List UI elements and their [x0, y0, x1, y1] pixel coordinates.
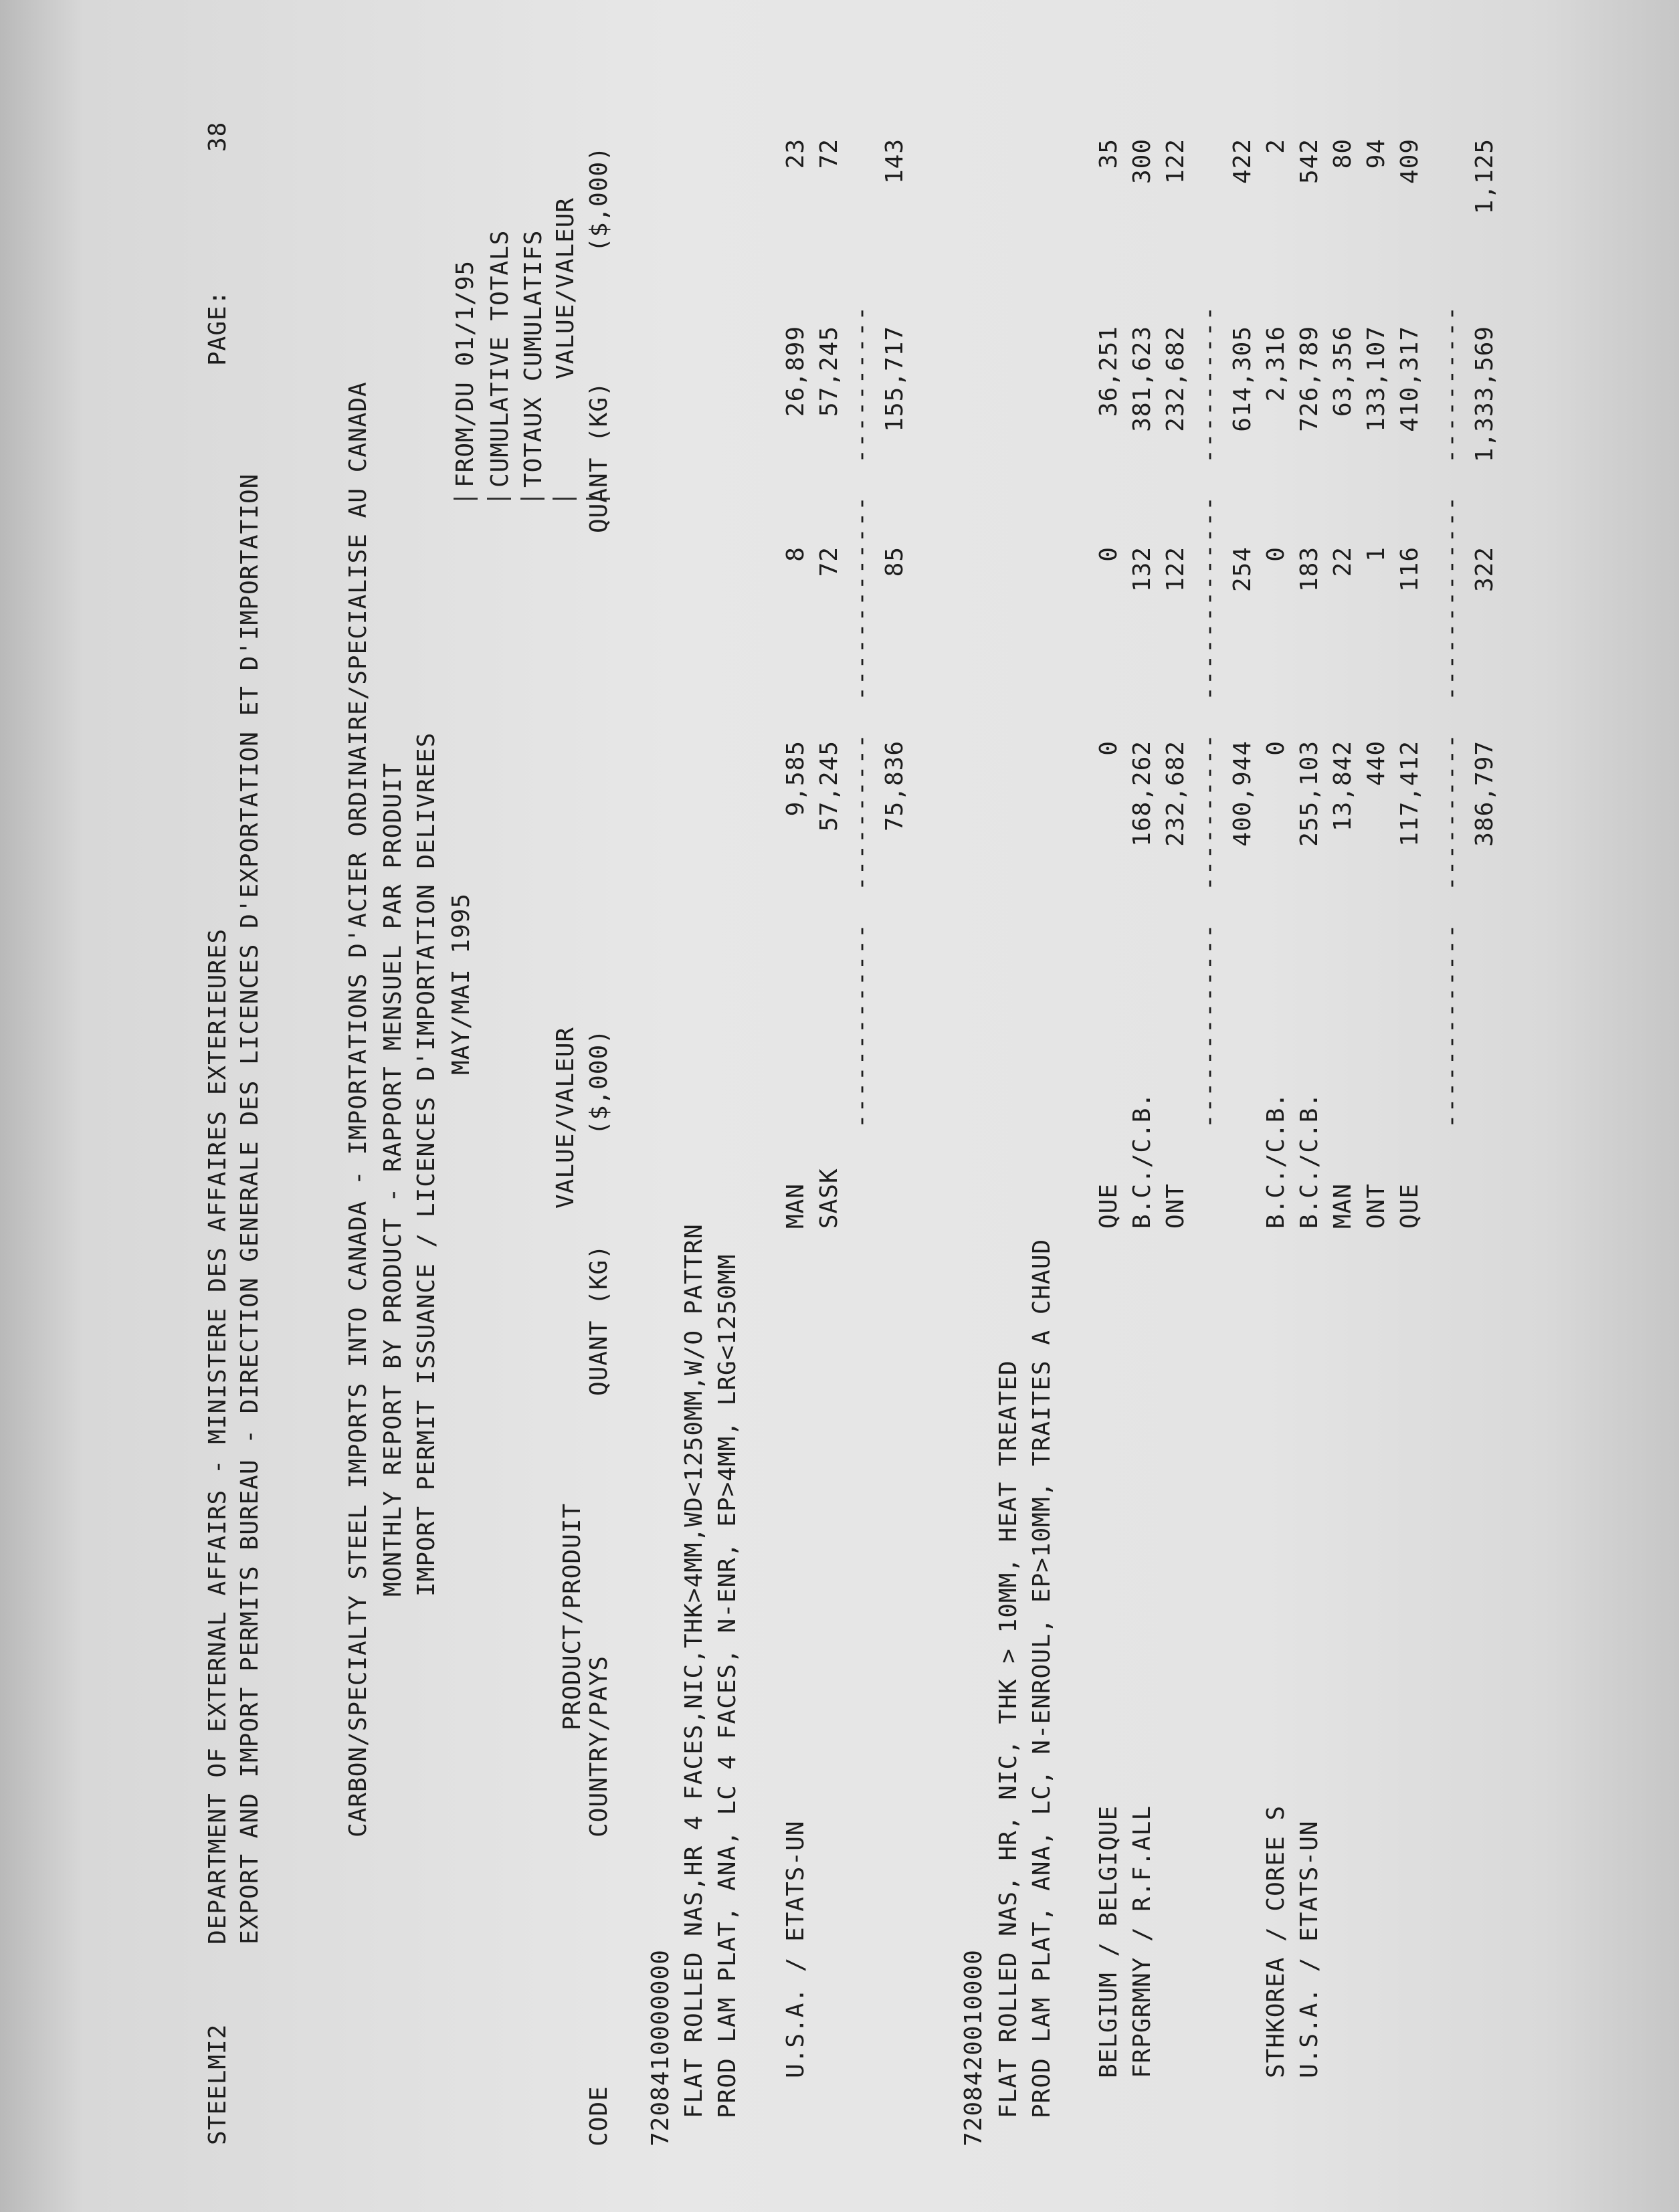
cumulative-from: FROM/DU 01/1/95 [452, 260, 479, 488]
province: B.C./C.B. [1296, 1092, 1323, 1229]
cum-quant: 381,623 [1128, 326, 1156, 432]
subtotal-cum-value: 422 [1229, 138, 1256, 185]
province: SASK [815, 1168, 843, 1229]
value: 183 [1296, 546, 1323, 593]
value: 1 [1363, 546, 1390, 562]
col-value-line2: ($,000) [585, 1029, 613, 1135]
product-code: 7208420010000 [960, 1949, 987, 2146]
cum-value: 2 [1262, 138, 1290, 154]
quant: 57,245 [815, 740, 843, 832]
subtotal-quant: 400,944 [1229, 740, 1256, 847]
province: ONT [1363, 1183, 1390, 1229]
quant: 232,682 [1162, 740, 1189, 847]
col-cum-value-line2: ($,000) [585, 146, 613, 252]
value: 132 [1128, 546, 1156, 593]
total-cum-quant: 155,717 [881, 326, 908, 432]
department-line-2: EXPORT AND IMPORT PERMITS BUREAU - DIRECTION GENERALE DES LICENCES D'EXPORTATION ET D'IMPORTATION [236, 473, 264, 1944]
cum-quant: 63,356 [1329, 326, 1357, 417]
province: ONT [1162, 1183, 1189, 1229]
province: MAN [1329, 1183, 1357, 1229]
cum-quant: 726,789 [1296, 326, 1323, 432]
cum-quant: 57,245 [815, 326, 843, 417]
total-rule: ------------- ---------- ------------- ---------- [1438, 304, 1465, 1128]
quant: 255,103 [1296, 740, 1323, 847]
cum-quant: 36,251 [1095, 326, 1122, 417]
page-label: PAGE: [204, 290, 231, 366]
province: B.C./C.B. [1128, 1092, 1156, 1229]
quant: 0 [1262, 740, 1290, 756]
province: QUE [1396, 1183, 1423, 1229]
value: 8 [782, 546, 809, 562]
total-quant: 75,836 [881, 740, 908, 832]
separator-bar [454, 498, 478, 500]
value: 22 [1329, 546, 1357, 577]
cumulative-totals-en: CUMULATIVE TOTALS [486, 229, 514, 488]
total-value: 322 [1471, 546, 1498, 593]
subtotal-rule: ------------- ---------- ------------- ---------- [1195, 304, 1223, 1128]
cumulative-totals-fr: TOTAUX CUMULATIFS [520, 229, 547, 488]
col-code: CODE [585, 2086, 613, 2146]
value: 122 [1162, 546, 1189, 593]
cum-quant: 410,317 [1396, 326, 1423, 432]
title-line-4: MAY/MAI 1995 [448, 892, 475, 1075]
page-number: 38 [204, 121, 231, 152]
total-rule: ------------- ---------- ------------- ---------- [848, 304, 875, 1128]
product-code: 7208410000000 [647, 1949, 674, 2146]
total-cum-quant: 1,333,569 [1471, 326, 1498, 463]
cum-value: 542 [1296, 138, 1323, 185]
value: 116 [1396, 546, 1423, 593]
report-id: STEELMI2 [204, 2023, 231, 2145]
subtotal-cum-quant: 614,305 [1229, 326, 1256, 432]
col-product: PRODUCT/PRODUIT [559, 1502, 586, 1730]
col-country: COUNTRY/PAYS [585, 1655, 613, 1837]
total-value: 85 [881, 546, 908, 577]
province: B.C./C.B. [1262, 1092, 1290, 1229]
value: 0 [1095, 546, 1122, 562]
cum-quant: 2,316 [1262, 326, 1290, 402]
col-cum-quant: QUANT (KG) [585, 381, 613, 533]
col-value-line1: VALUE/VALEUR [552, 1026, 579, 1209]
cum-value: 409 [1396, 138, 1423, 185]
quant: 0 [1095, 740, 1122, 756]
department-line-1: DEPARTMENT OF EXTERNAL AFFAIRS - MINISTERE DES AFFAIRES EXTERIEURES [204, 928, 231, 1944]
total-cum-value: 1,125 [1471, 138, 1498, 215]
separator-bar [487, 498, 511, 500]
quant: 168,262 [1128, 740, 1156, 847]
cum-value: 94 [1363, 138, 1390, 169]
cum-value: 23 [782, 138, 809, 169]
value: 72 [815, 546, 843, 577]
cum-value: 72 [815, 138, 843, 169]
cum-quant: 133,107 [1363, 326, 1390, 432]
country: FRPGRMNY / R.F.ALL [1128, 1805, 1156, 2078]
title-line-3: IMPORT PERMIT ISSUANCE / LICENCES D'IMPORTATION DELIVREES [413, 732, 440, 1597]
country: BELGIUM / BELGIQUE [1095, 1805, 1122, 2078]
product-description-fr: PROD LAM PLAT, ANA, LC, N-ENROUL, EP>10MM, TRAITES A CHAUD [1028, 1238, 1056, 2118]
cum-quant: 232,682 [1162, 326, 1189, 432]
separator-bar [520, 498, 545, 500]
value: 0 [1262, 546, 1290, 562]
total-cum-value: 143 [881, 138, 908, 185]
country: STHKOREA / COREE S [1262, 1805, 1290, 2078]
cum-value: 300 [1128, 138, 1156, 185]
title-line-1: CARBON/SPECIALTY STEEL IMPORTS INTO CANADA - IMPORTATIONS D'ACIER ORDINAIRE/SPECIALISE AU CANADA [344, 381, 372, 1837]
product-description-en: FLAT ROLLED NAS,HR 4 FACES,NIC,THK>4MM,WD<1250MM,W/O PATTRN [680, 1223, 708, 2118]
quant: 13,842 [1329, 740, 1357, 832]
title-line-2: MONTHLY REPORT BY PRODUCT - RAPPORT MENSUEL PAR PRODUIT [379, 762, 407, 1597]
product-description-fr: PROD LAM PLAT, ANA, LC 4 FACES, N-ENR, EP>4MM, LRG<1250MM [714, 1253, 741, 2118]
col-cum-value-line1: VALUE/VALEUR [552, 197, 579, 379]
quant: 440 [1363, 740, 1390, 787]
subtotal-value: 254 [1229, 546, 1256, 593]
quant: 9,585 [782, 740, 809, 817]
quant: 117,412 [1396, 740, 1423, 847]
province: MAN [782, 1183, 809, 1229]
col-quant: QUANT (KG) [585, 1244, 613, 1396]
country: U.S.A. / ETATS-UN [782, 1820, 809, 2078]
cum-quant: 26,899 [782, 326, 809, 417]
total-quant: 386,797 [1471, 740, 1498, 847]
province: QUE [1095, 1183, 1122, 1229]
cum-value: 80 [1329, 138, 1357, 169]
country: U.S.A. / ETATS-UN [1296, 1820, 1323, 2078]
product-description-en: FLAT ROLLED NAS, HR, NIC, THK > 10MM, HEAT TREATED [995, 1360, 1022, 2118]
cum-value: 122 [1162, 138, 1189, 185]
separator-bar [553, 498, 577, 500]
cum-value: 35 [1095, 138, 1122, 169]
